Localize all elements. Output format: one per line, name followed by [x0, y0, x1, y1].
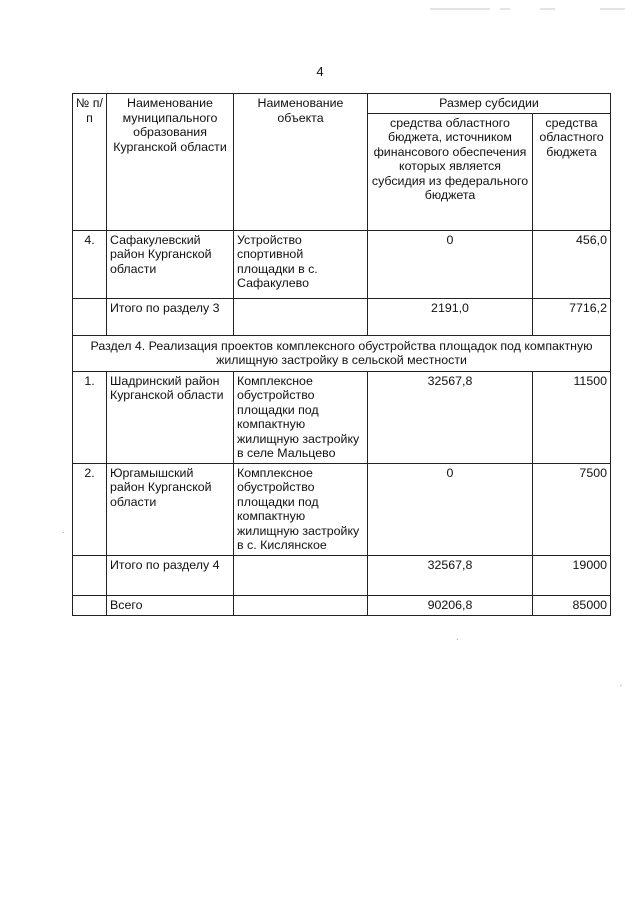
table-row	[73, 230, 611, 298]
empty-cell	[73, 298, 107, 335]
section4-total-federal: 32567,8	[368, 555, 533, 595]
row-regional-value: 456,0	[533, 230, 611, 298]
section4-total-label: Итого по разделу 4	[107, 555, 234, 595]
grand-total-federal: 90206,8	[368, 595, 533, 615]
grand-total-label: Всего	[107, 595, 234, 615]
header-num: № п/п	[73, 94, 107, 231]
row-num: 1.	[73, 371, 107, 463]
section3-total-label: Итого по разделу 3	[107, 298, 234, 335]
scan-speck: '	[620, 683, 622, 693]
header-object: Наименование объекта	[234, 94, 368, 231]
empty-cell	[234, 298, 368, 335]
section3-total-row	[73, 298, 611, 335]
subsidy-table	[72, 93, 611, 616]
empty-cell	[234, 555, 368, 595]
row-municipality: Сафакулевский район Курганской области	[107, 230, 234, 298]
row-municipality: Шадринский район Курганской области	[107, 371, 234, 463]
header-row	[73, 94, 611, 114]
row-federal-value: 32567,8	[368, 371, 533, 463]
empty-cell	[73, 595, 107, 615]
section3-total-regional: 7716,2	[533, 298, 611, 335]
row-federal-value: 0	[368, 230, 533, 298]
row-federal-value: 0	[368, 463, 533, 555]
row-object: Комплексное обустройство площадки под компактную жилищную застройку в селе Мальцево	[234, 371, 368, 463]
scan-artifact-marks	[430, 6, 630, 12]
header-regional: средства областного бюджета	[533, 113, 611, 230]
section4-heading-row	[73, 335, 611, 371]
grand-total-row	[73, 595, 611, 615]
header-subsidy: Размер субсидии	[368, 94, 611, 114]
section4-total-row	[73, 555, 611, 595]
grand-total-regional: 85000	[533, 595, 611, 615]
row-regional-value: 7500	[533, 463, 611, 555]
table-row	[73, 371, 611, 463]
section4-title: Раздел 4. Реализация проектов комплексного обустройства площадок под компактную жилищную застройку в сельской местности	[73, 335, 611, 371]
row-num: 4.	[73, 230, 107, 298]
section3-total-federal: 2191,0	[368, 298, 533, 335]
page-number: 4	[316, 64, 324, 79]
row-regional-value: 11500	[533, 371, 611, 463]
empty-cell	[234, 595, 368, 615]
row-num: 2.	[73, 463, 107, 555]
scan-speck: .	[62, 525, 65, 535]
row-object: Комплексное обустройство площадки под компактную жилищную застройку в с. Кислянское	[234, 463, 368, 555]
header-municipality: Наименование муниципального образования Курганской области	[107, 94, 234, 231]
table-row	[73, 463, 611, 555]
empty-cell	[73, 555, 107, 595]
row-municipality: Юргамышский район Курганской области	[107, 463, 234, 555]
row-object: Устройство спортивной площадки в с. Сафакулево	[234, 230, 368, 298]
header-federal-source: средства областного бюджета, источником финансового обеспечения которых является субсидия из федерального бюджета	[368, 113, 533, 230]
scan-speck: .	[456, 632, 459, 642]
section4-total-regional: 19000	[533, 555, 611, 595]
